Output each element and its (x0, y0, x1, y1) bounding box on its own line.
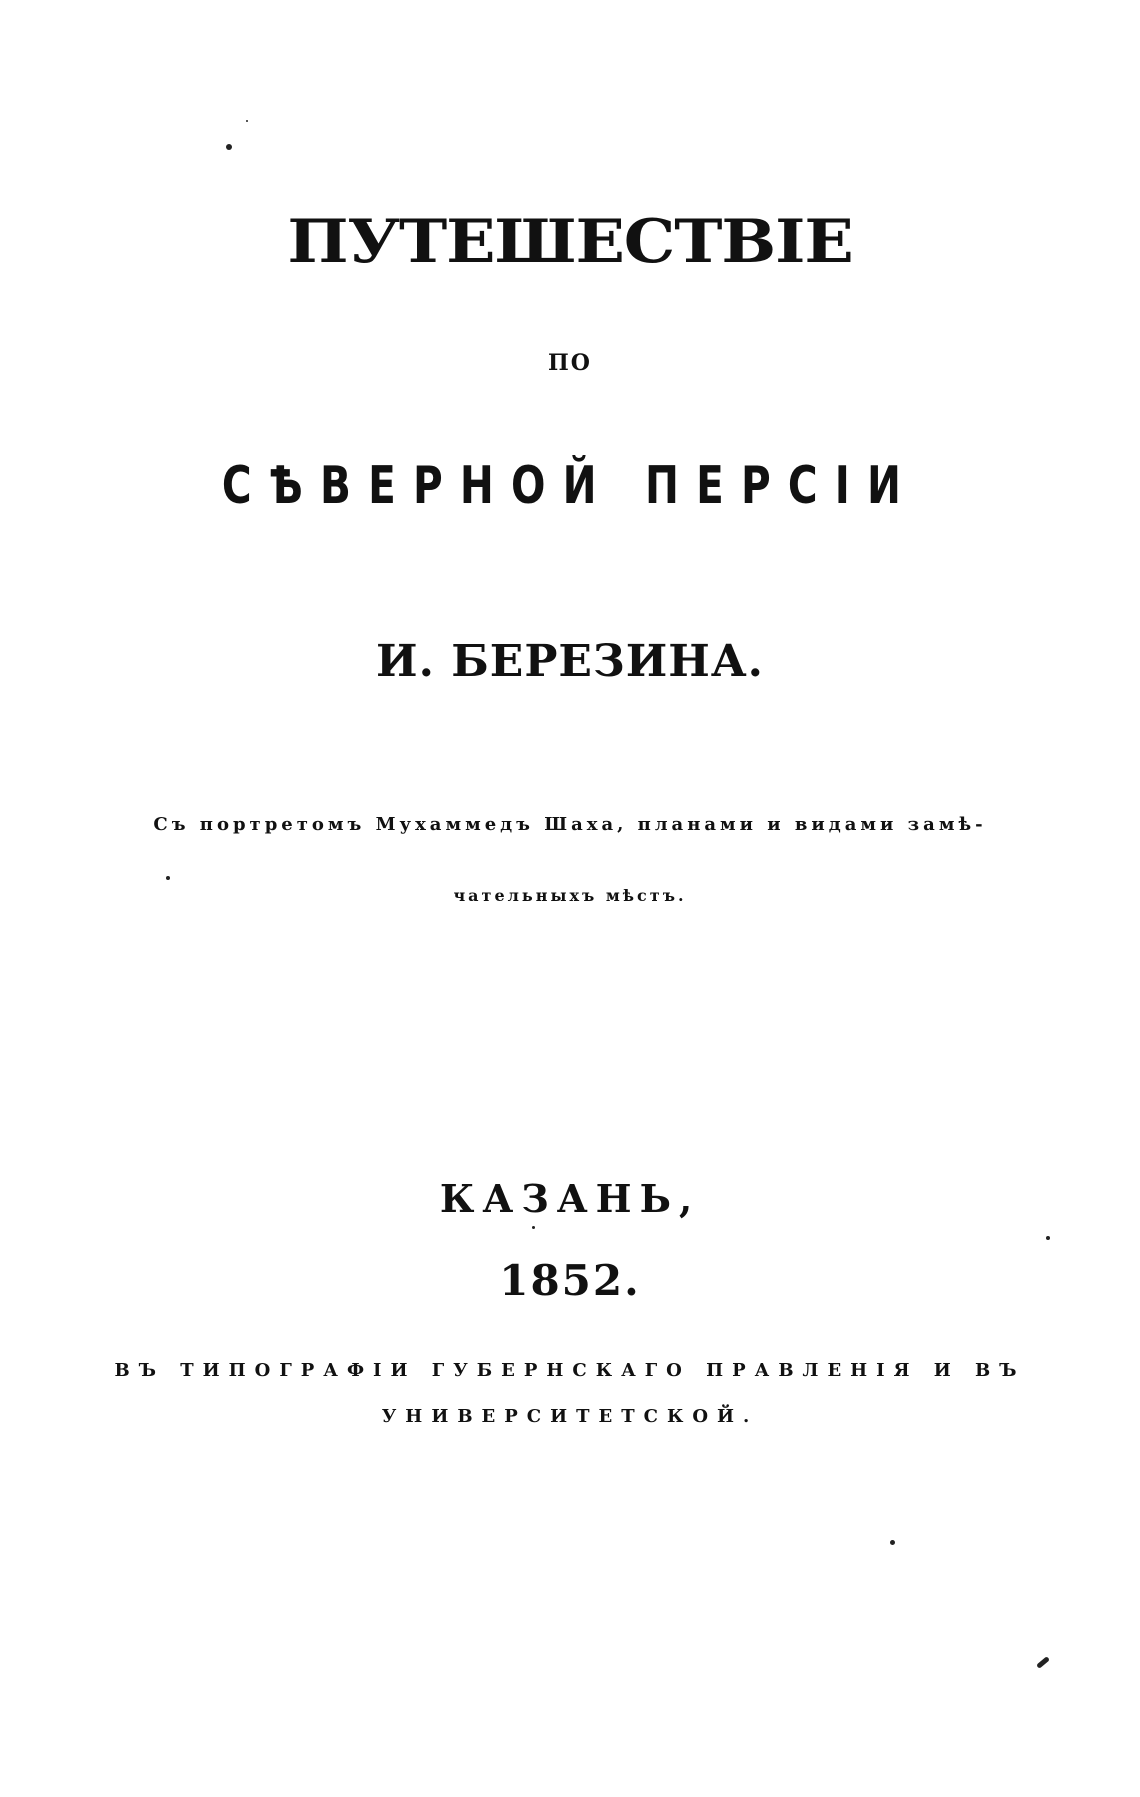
publication-city: КАЗАНЬ, (439, 1176, 701, 1221)
scan-speck (246, 120, 248, 122)
scan-speck (226, 144, 232, 150)
scan-speck (532, 1226, 535, 1229)
scan-speck (166, 876, 170, 880)
book-region: СѢВЕРНОЙ ПЕРСІИ (221, 456, 919, 516)
preposition: ПО (548, 350, 592, 376)
printer-line-2: УНИВЕРСИТЕТСКОЙ. (381, 1406, 759, 1427)
publication-year: 1852. (499, 1256, 641, 1305)
subtitle-line-2: чательныхъ мѣстъ. (453, 886, 687, 905)
book-title: ПУТЕШЕСТВІЕ (287, 207, 853, 277)
scan-speck (1046, 1236, 1050, 1240)
scan-speck (1036, 1656, 1050, 1669)
author-name: И. БЕРЕЗИНА. (376, 636, 764, 687)
subtitle-line-1: Съ портретомъ Мухаммедъ Шаха, планами и видами замѣ- (153, 814, 987, 835)
printer-line-1: ВЪ ТИПОГРАФІИ ГУБЕРНСКАГО ПРАВЛЕНІЯ И ВЪ (114, 1360, 1026, 1381)
scan-speck (890, 1540, 895, 1545)
